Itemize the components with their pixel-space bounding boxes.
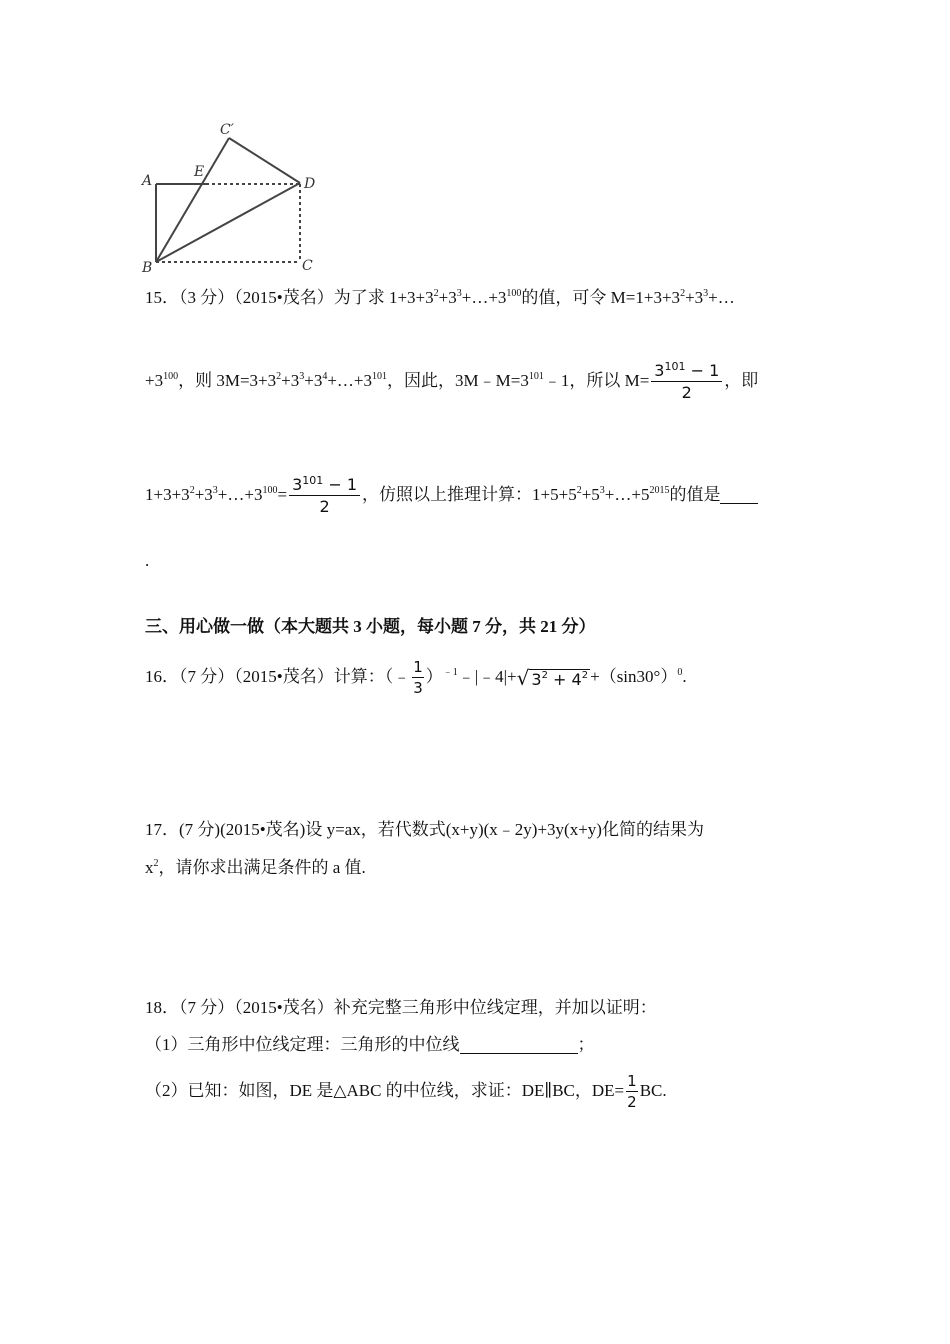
figure-lines <box>156 138 300 262</box>
q16-line: 16．（7 分）（2015•茂名）计算：（﹣ $\frac{1}{3}$ ）$^{﹣1}$﹣|﹣4|+√ $3^2 + 4^2 +(\sin 30^\circ)^0$. <box>145 658 687 697</box>
segment-bd <box>156 183 300 262</box>
q18-line-3: （2）已知：如图，DE 是△ABC 的中位线，求证：DE∥BC，DE= $\frac{1}{2}$ BC. <box>145 1072 667 1111</box>
q15-line-2: $+3^{100}$，则 $3M=3+3^2+3^3+3^4+\dots+3^{101}$，因此，$3M﹣M=3^{101}﹣1$，所以 M= $\frac{3^{101} - 1}{2}$ ，即 <box>145 360 759 402</box>
label-c-prime: C′ <box>220 122 234 138</box>
fraction-sum: $\frac{3^{101} - 1}{2}$ <box>289 477 360 515</box>
fraction-one-half: $\frac{1}{2}$ <box>627 1072 637 1111</box>
q15-line-1: 15．（3 分）（2015•茂名）为了求 $1+3+3^2+3^3+\dots+3^{100}$的值，可令 $M=1+3+3^2+3^3+\dots$ <box>145 288 735 307</box>
label-d: D <box>304 176 316 192</box>
fraction-one-third: $\frac{1}{3}$ <box>413 658 423 697</box>
label-e: E <box>194 164 205 180</box>
theorem-blank[interactable] <box>460 1036 578 1054</box>
q15-line-3: $1+3+3^2+3^3+\dots+3^{100}=$ $\frac{3^{101} - 1}{2}$ ，仿照以上推理计算：$1+5+5^2+5^3+\dots+5^{2015}$的值是 <box>145 477 758 515</box>
segment-bc-prime <box>156 138 229 262</box>
fraction-m: $\frac{3^{101} - 1}{2}$ <box>651 363 722 401</box>
label-b: B <box>142 260 153 276</box>
answer-blank[interactable] <box>720 486 758 504</box>
q15-line-4: . <box>145 551 150 570</box>
label-c: C <box>302 258 313 274</box>
square-root: √ $3^2 + 4^2$ <box>516 665 589 690</box>
q18-line-2: （1）三角形中位线定理：三角形的中位线 ； <box>145 1035 595 1054</box>
section-title: 三、用心做一做（本大题共 3 小题，每小题 7 分，共 21 分） <box>145 617 596 636</box>
q18-line-1: 18．（7 分）（2015•茂名）补充完整三角形中位线定理，并加以证明： <box>145 998 657 1017</box>
label-a: A <box>142 173 153 189</box>
q17-line-2: $x^2$，请你求出满足条件的 a 值. <box>145 858 366 877</box>
segment-c-prime-d <box>229 138 300 183</box>
geometry-figure <box>140 118 330 278</box>
q17-line-1: 17．(7 分)(2015•茂名)设 y=ax，若代数式(x+y)(x﹣2y)+3y(x+y)化简的结果为 <box>145 820 704 839</box>
